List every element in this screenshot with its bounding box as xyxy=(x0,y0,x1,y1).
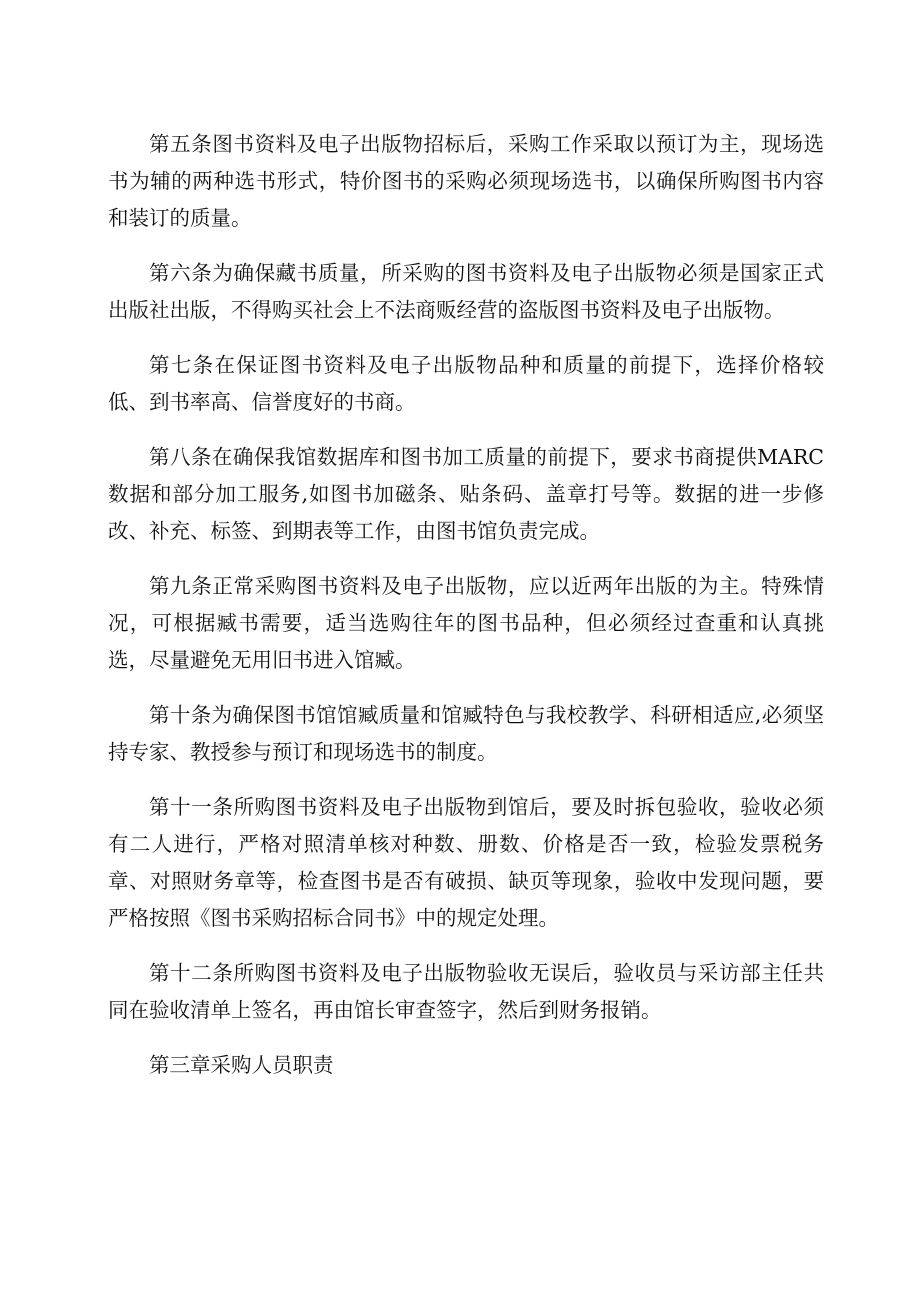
article-6: 第六条为确保藏书质量，所采购的图书资料及电子出版物必须是国家正式出版社出版，不得购买社会上不法商贩经营的盗版图书资料及电子出版物。 xyxy=(108,261,824,322)
article-11: 第十一条所购图书资料及电子出版物到馆后，要及时拆包验收，验收必须有二人进行，严格对照清单核对种数、册数、价格是否一致，检验发票税务章、对照财务章等，检查图书是否有破损、缺页等现象，验收中发现问题，要严格按照《图书采购招标合同书》中的规定处理。 xyxy=(108,795,824,930)
article-8: 第八条在确保我馆数据库和图书加工质量的前提下，要求书商提供MARC数据和部分加工服务,如图书加磁条、贴条码、盖章打号等。数据的进一步修改、补充、标签、到期表等工作，由图书馆负责完成。 xyxy=(108,445,824,543)
article-10: 第十条为确保图书馆馆臧质量和馆臧特色与我校教学、科研相适应,必须坚持专家、教授参与预订和现场选书的制度。 xyxy=(108,703,824,764)
article-7: 第七条在保证图书资料及电子出版物品种和质量的前提下，选择价格较低、到书率高、信誉度好的书商。 xyxy=(108,353,824,414)
chapter-3-heading: 第三章采购人员职责 xyxy=(149,1053,334,1077)
article-12: 第十二条所购图书资料及电子出版物验收无误后，验收员与采访部主任共同在验收清单上签名，再由馆长审查签字，然后到财务报销。 xyxy=(108,961,824,1022)
article-5: 第五条图书资料及电子出版物招标后，采购工作采取以预订为主，现场选书为辅的两种选书形式，特价图书的采购必须现场选书，以确保所购图书内容和装订的质量。 xyxy=(108,132,824,230)
document-body xyxy=(108,126,824,1102)
article-9: 第九条正常采购图书资料及电子出版物，应以近两年出版的为主。特殊情况，可根据臧书需要，适当选购往年的图书品种，但必须经过查重和认真挑选，尽量避免无用旧书进入馆臧。 xyxy=(108,574,824,672)
